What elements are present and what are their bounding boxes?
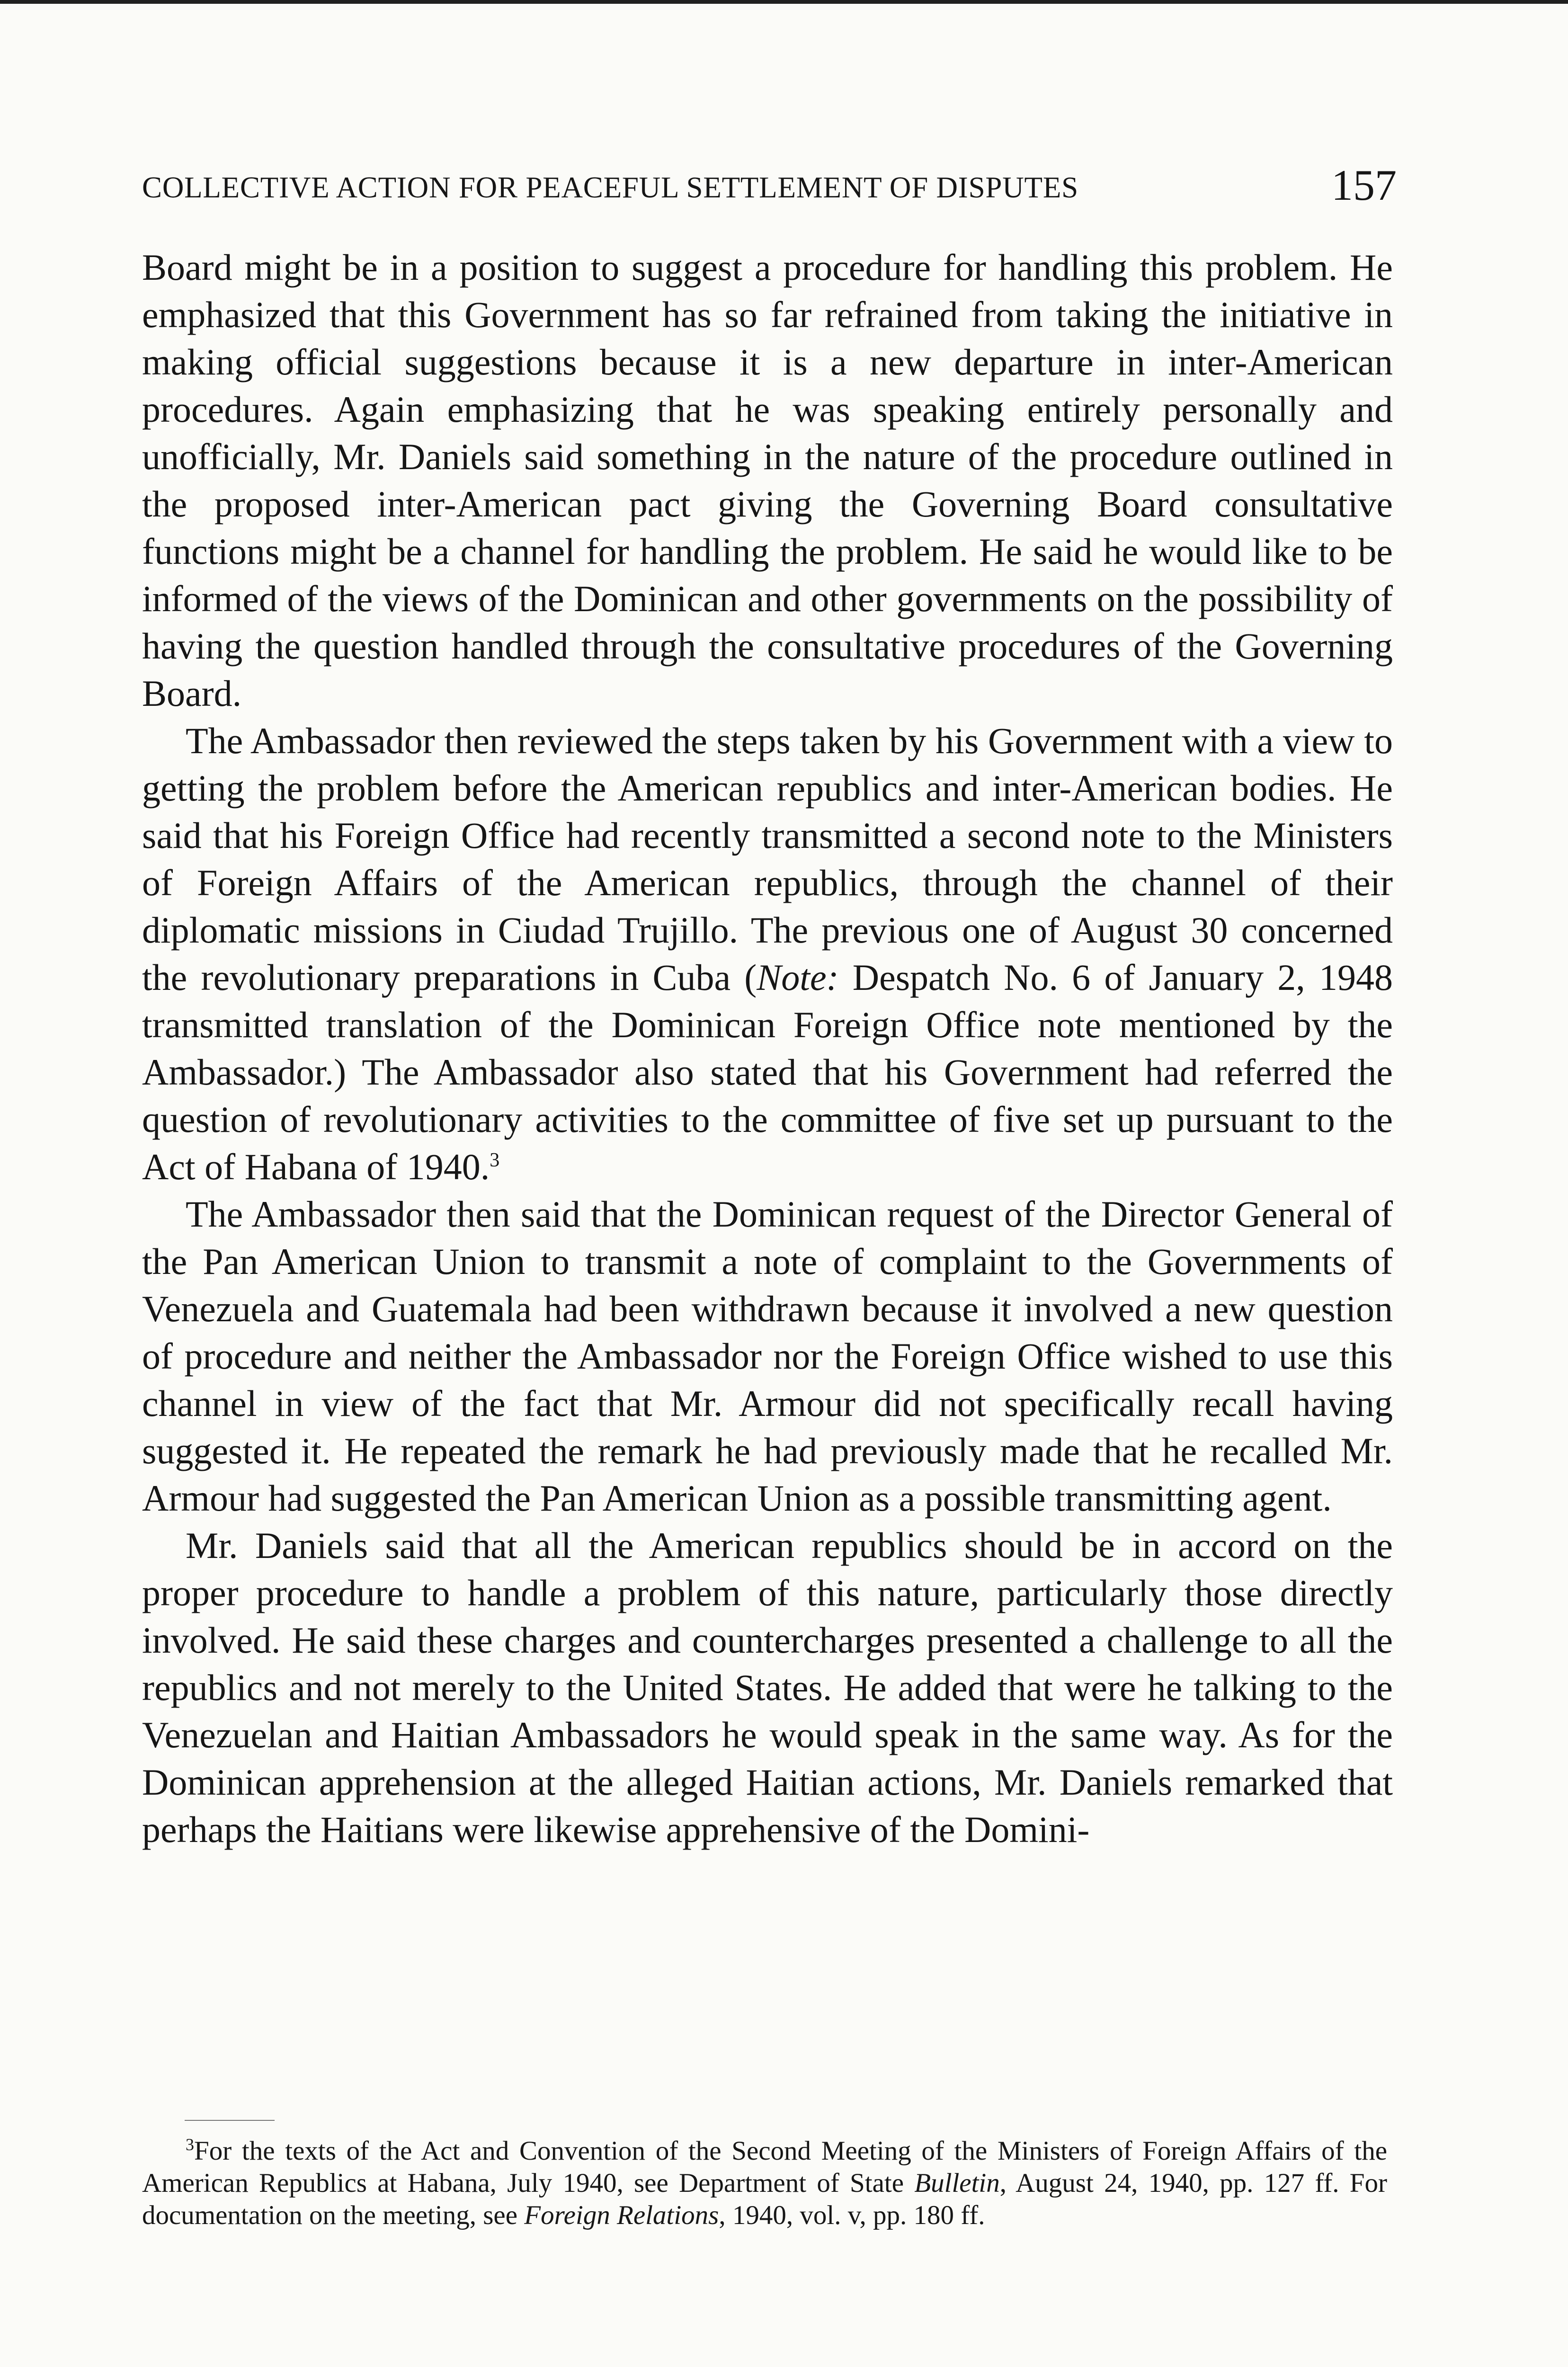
foreign-relations-title: Foreign Relations <box>524 2200 719 2230</box>
paragraph-continued: Board might be in a position to suggest a procedure for handling this problem. He emphasized that this Government has so far refrained from taking the initiative in making official suggestions because it is a new departure in inter-American procedures. Again emphasizing that he was speaking entirely personally and unofficially, Mr. Daniels said something in the nature of the procedure outlined in the proposed inter-American pact giving the Governing Board consultative functions might be a channel for handling the problem. He said he would like to be informed of the views of the Dominican and other governments on the possibility of having the question handled through the consultative procedures of the Governing Board. <box>142 247 1393 714</box>
footnote-text-part: For the texts of the Act and Convention of the Second Meeting of the Ministers of Foreign Affairs of the American Republics at Habana, July 1940, see Department of State <box>142 2136 1387 2198</box>
footnote-text-part: , 1940, vol. v, pp. 180 ff. <box>719 2200 985 2230</box>
paragraph-text-part: Despatch No. 6 of January 2, 1948 transmitted translation of the Dominican Foreign Office note mentioned by the Ambassador.) The Ambassador also stated that his Government had referred the question of revolutionary activities to the committee of five set up pursuant to the Act of Habana of 1940. <box>142 957 1393 1187</box>
running-head: COLLECTIVE ACTION FOR PEACEFUL SETTLEMENT OF DISPUTES <box>142 171 1078 204</box>
page-header <box>142 163 1397 207</box>
paragraph-ambassador-steps <box>142 717 1393 1191</box>
paragraph-text-part: The Ambassador then reviewed the steps taken by his Government with a view to getting the problem before the American republics and inter-American bodies. He said that his Foreign Office had recently transmitted a second note to the Ministers of Foreign Affairs of the American republics, through the channel of their diplomatic missions in Ciudad Trujillo. The previous one of August 30 concerned the revolutionary preparations in Cuba ( <box>142 720 1393 998</box>
footnote-marker: 3 <box>186 2135 194 2154</box>
bulletin-title: Bulletin <box>914 2168 1000 2198</box>
paragraph-dominican-request: The Ambassador then said that the Dominican request of the Director General of the Pan American Union to transmit a note of complaint to the Governments of Venezuela and Guatemala had been withdrawn because it involved a new question of procedure and neither the Ambassador nor the Foreign Office wished to use this channel in view of the fact that Mr. Armour did not specifically recall having suggested it. He repeated the remark he had previously made that he recalled Mr. Armour had suggested the Pan American Union as a possible transmitting agent. <box>142 1193 1393 1519</box>
paragraph-daniels-procedure: Mr. Daniels said that all the American republics should be in accord on the proper procedure to handle a problem of this nature, particularly those directly involved. He said these charges and countercharges presented a challenge to all the republics and not merely to the United States. He added that were he talking to the Venezuelan and Haitian Ambassadors he would speak in the same way. As for the Dominican apprehension at the alleged Haitian actions, Mr. Daniels remarked that perhaps the Haitians were likewise apprehensive of the Domini- <box>142 1525 1393 1850</box>
footnote-reference: 3 <box>490 1149 500 1171</box>
footnote-divider <box>185 2120 275 2121</box>
note-label: Note: <box>757 957 839 998</box>
footnote-text-part: , August 24, 1940, pp. 127 ff. For documentation on the meeting, see <box>142 2168 1387 2230</box>
page-number: 157 <box>1331 161 1397 209</box>
footnote <box>142 2135 1387 2232</box>
main-text <box>142 244 1393 1853</box>
top-page-rule <box>0 0 1568 4</box>
